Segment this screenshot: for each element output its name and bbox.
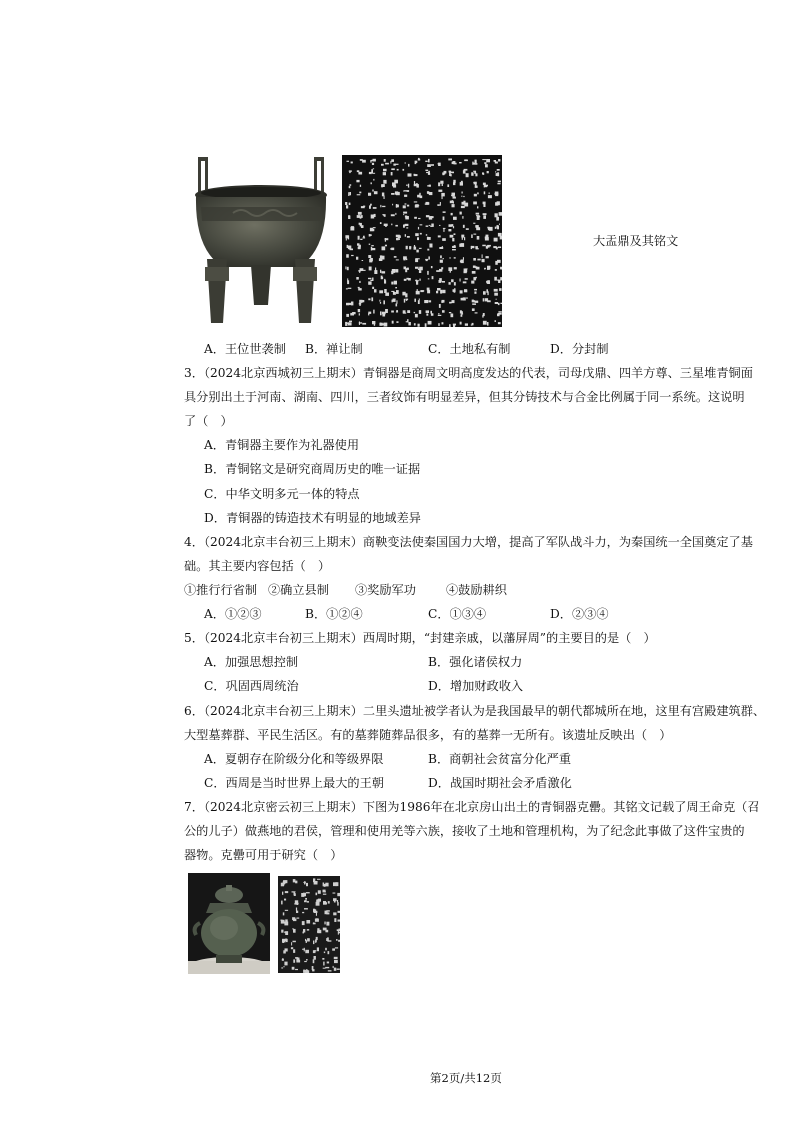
q2-option-d: D．分封制 bbox=[550, 342, 609, 356]
q6-option-b: B．商朝社会贫富分化严重 bbox=[428, 752, 572, 766]
q3-option-a: A．青铜器主要作为礼器使用 bbox=[204, 438, 360, 452]
q6-stem-line2: 大型墓葬群、平民生活区。有的墓葬随葬品很多，有的墓葬一无所有。该遗址反映出（ ） bbox=[184, 728, 672, 742]
page-number: 第2页/共12页 bbox=[430, 1071, 502, 1085]
q5-option-d: D．增加财政收入 bbox=[428, 679, 524, 693]
figure-caption: 大盂鼎及其铭文 bbox=[593, 234, 679, 248]
q6-option-a: A．夏朝存在阶级分化和等级界限 bbox=[204, 752, 384, 766]
q4-option-d: D．②③④ bbox=[550, 607, 609, 621]
q3-stem-line1: 3．（2024北京西城初三上期末）青铜器是商周文明高度发达的代表，司母戊鼎、四羊方尊、三星堆青铜面 bbox=[184, 366, 753, 380]
q4-item-1: ①推行行省制 bbox=[184, 583, 258, 597]
q5-stem: 5．（2024北京丰台初三上期末）西周时期，“封建亲戚，以藩屏周”的主要目的是（ ） bbox=[184, 631, 656, 645]
q7-stem-line3: 器物。克罍可用于研究（ ） bbox=[184, 848, 343, 862]
ke-lei-vessel-photo bbox=[188, 873, 270, 974]
q5-option-a: A．加强思想控制 bbox=[204, 655, 299, 669]
q6-stem-line1: 6．（2024北京丰台初三上期末）二里头遗址被学者认为是我国最早的朝代都城所在地，这里有宫殿建筑群、 bbox=[184, 704, 766, 718]
q5-option-b: B．强化诸侯权力 bbox=[428, 655, 523, 669]
da-yu-ding-photo bbox=[193, 155, 330, 326]
q4-stem-line1: 4．（2024北京丰台初三上期末）商鞅变法使秦国国力大增，提高了军队战斗力，为秦国统一全国奠定了基 bbox=[184, 535, 753, 549]
q2-option-a: A．王位世袭制 bbox=[204, 342, 286, 356]
q6-option-c: C．西周是当时世界上最大的王朝 bbox=[204, 776, 384, 790]
q3-option-d: D．青铜器的铸造技术有明显的地域差异 bbox=[204, 511, 421, 525]
q6-option-d: D．战国时期社会矛盾激化 bbox=[428, 776, 572, 790]
q4-stem-line2: 础。其主要内容包括（ ） bbox=[184, 559, 331, 573]
q3-option-c: C．中华文明多元一体的特点 bbox=[204, 487, 360, 501]
q4-option-c: C．①③④ bbox=[428, 607, 487, 621]
q4-option-b: B．①②④ bbox=[305, 607, 363, 621]
ke-lei-inscription-rubbing bbox=[278, 876, 340, 973]
q3-stem-line3: 了（ ） bbox=[184, 414, 233, 428]
q4-item-3: ③奖励军功 bbox=[355, 583, 416, 597]
q4-option-a: A．①②③ bbox=[204, 607, 262, 621]
q4-item-2: ②确立县制 bbox=[268, 583, 329, 597]
q2-option-b: B．禅让制 bbox=[305, 342, 363, 356]
q4-item-4: ④鼓励耕织 bbox=[446, 583, 507, 597]
q7-stem-line2: 公的儿子）做燕地的君侯，管理和使用羌等六族，接收了土地和管理机构，为了纪念此事做了这件宝贵的 bbox=[184, 824, 745, 838]
q3-option-b: B．青铜铭文是研究商周历史的唯一证据 bbox=[204, 462, 421, 476]
q3-stem-line2: 具分别出土于河南、湖南、四川，三者纹饰有明显差异，但其分铸技术与合金比例属于同一系统。这说明 bbox=[184, 390, 745, 404]
da-yu-ding-inscription-rubbing bbox=[342, 155, 502, 327]
q7-stem-line1: 7．（2024北京密云初三上期末）下图为1986年在北京房山出土的青铜器克罍。其铭文记载了周王命克（召 bbox=[184, 800, 760, 814]
q2-option-c: C．土地私有制 bbox=[428, 342, 511, 356]
q5-option-c: C．巩固西周统治 bbox=[204, 679, 299, 693]
